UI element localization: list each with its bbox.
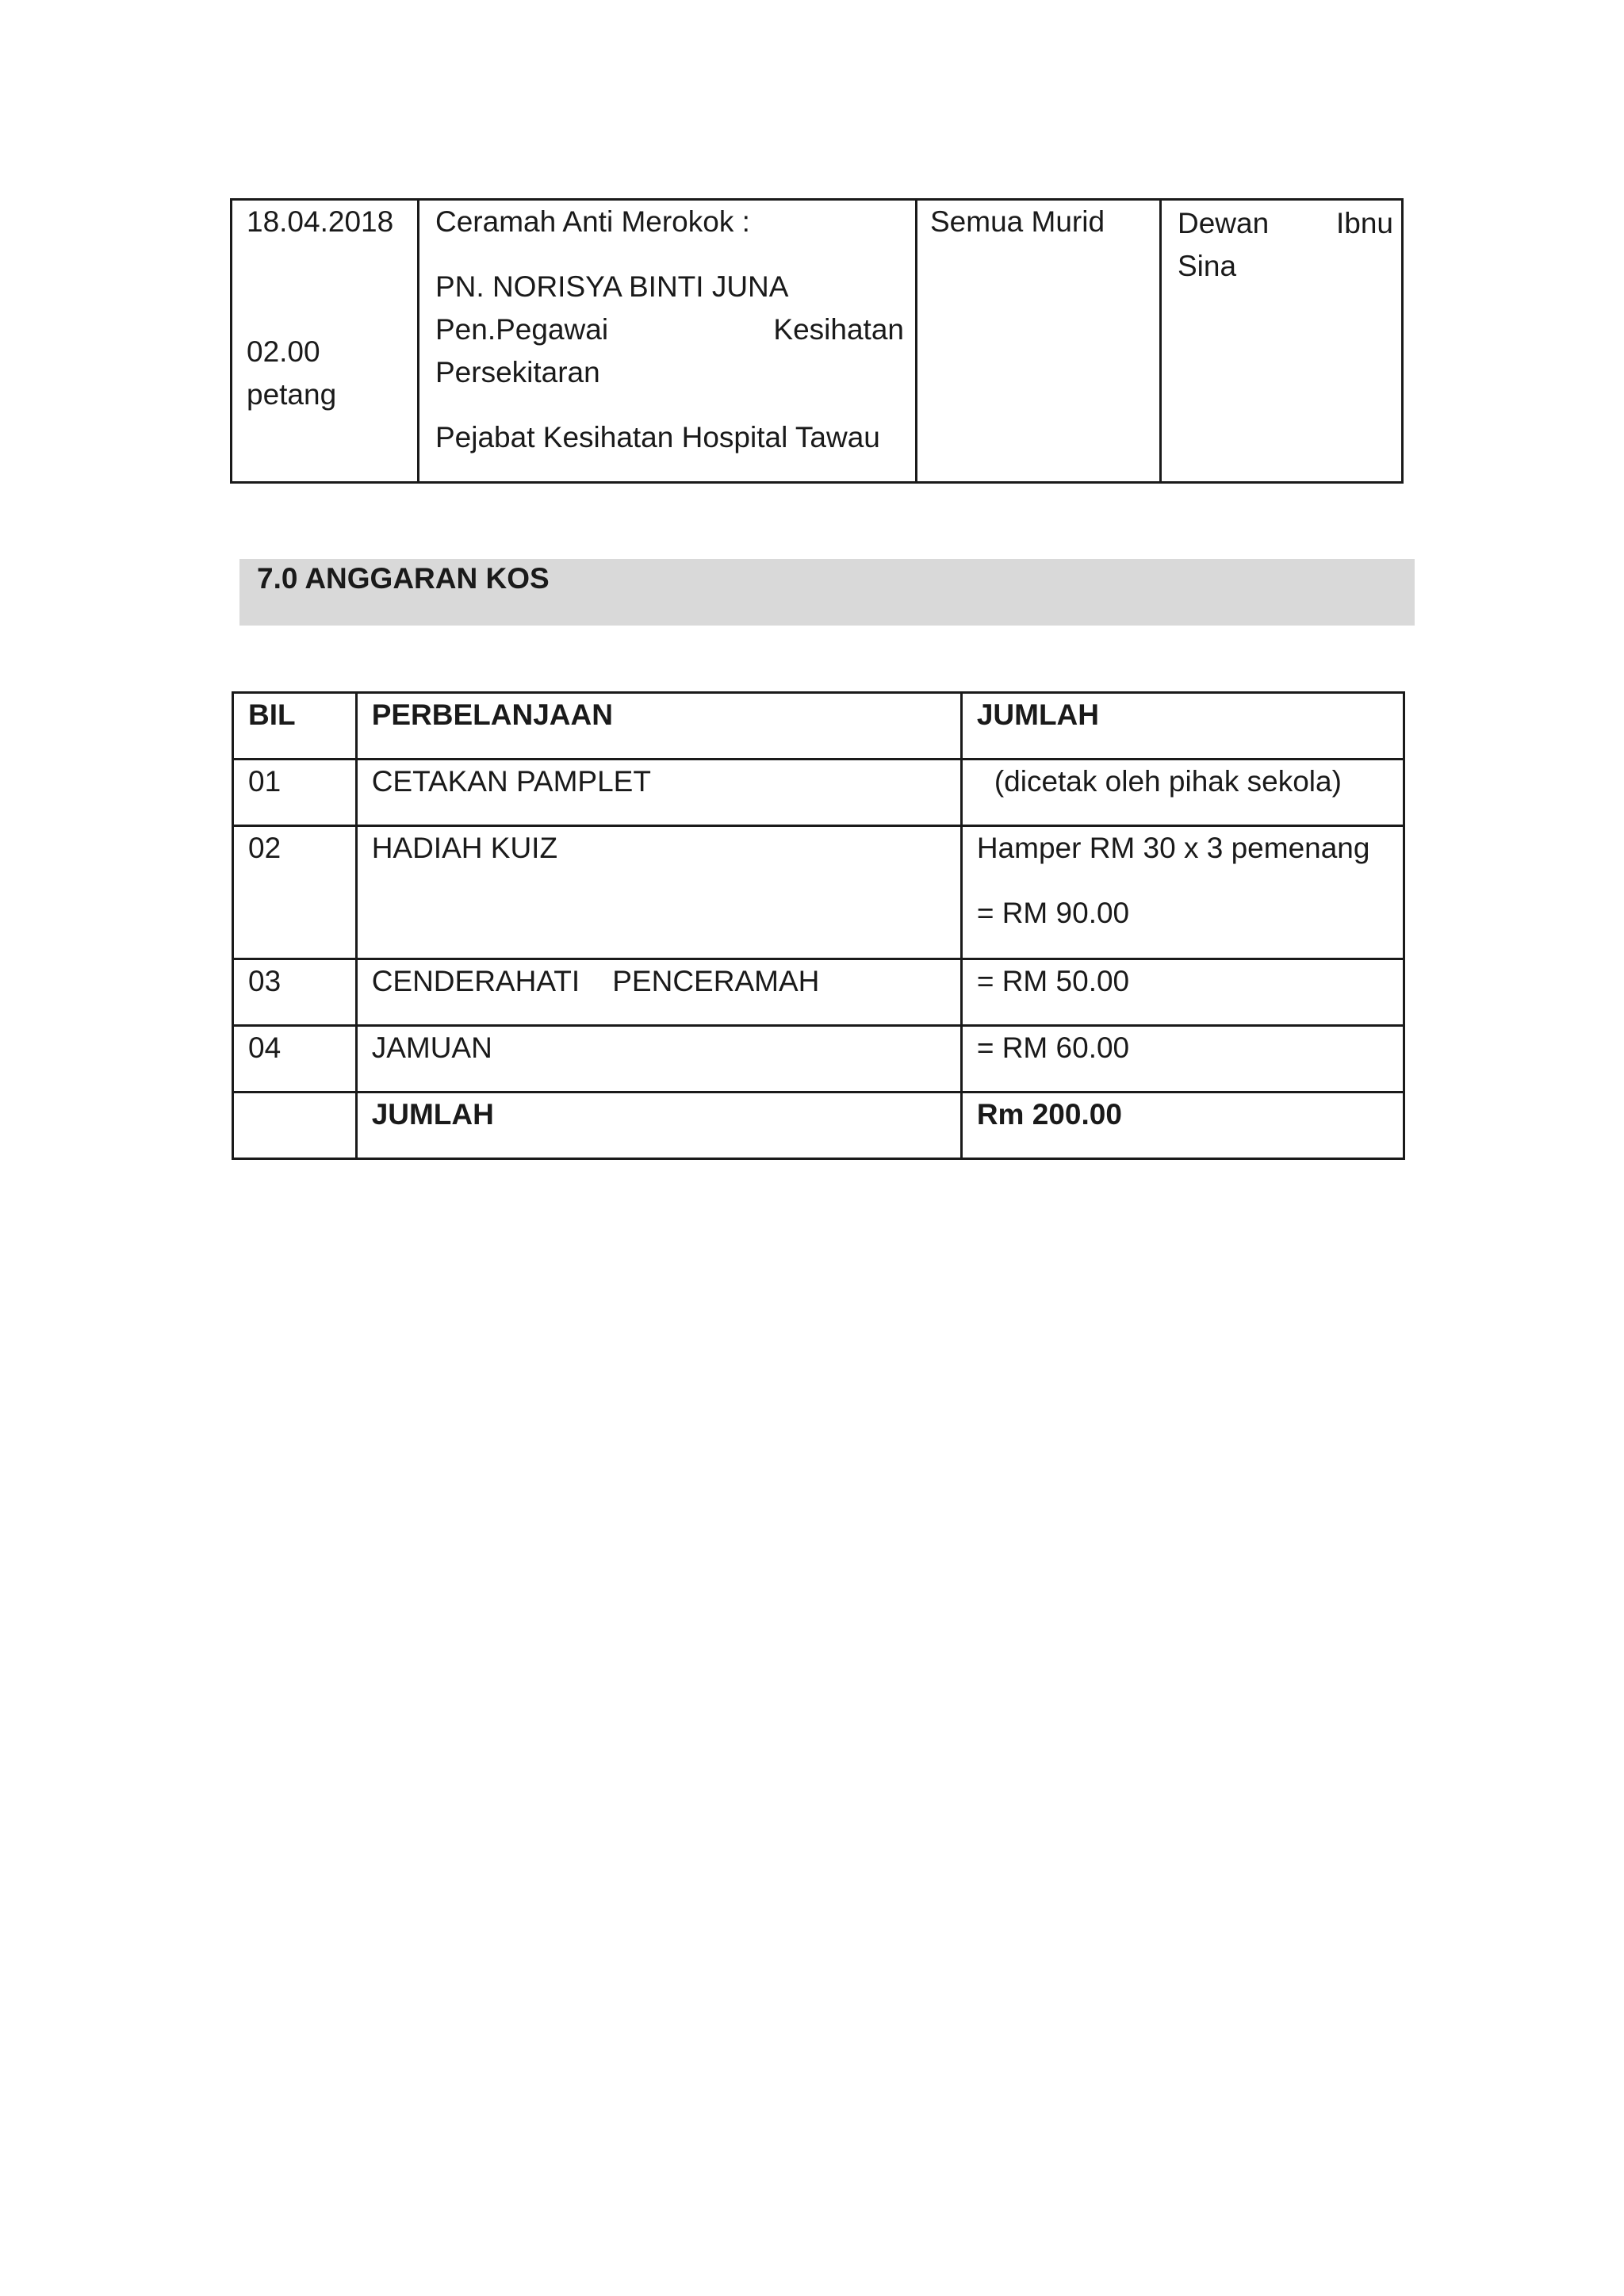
table-row <box>233 826 1404 959</box>
section-header <box>239 559 1415 626</box>
activity-venue-cell <box>1162 201 1406 481</box>
cost-table <box>232 691 1405 1160</box>
activity-role-left: Pen.Pegawai <box>435 313 609 346</box>
cost-table-header-row <box>233 693 1404 760</box>
row-amount: Hamper RM 30 x 3 pemenang <box>976 832 1370 864</box>
total-bil-empty <box>233 1093 357 1159</box>
activity-date: 18.04.2018 <box>247 205 394 238</box>
row-item: CENDERAHATI PENCERAMAH <box>356 959 961 1026</box>
activity-date-cell <box>232 201 419 481</box>
activity-office: Pejabat Kesihatan Hospital Tawau <box>435 421 880 453</box>
row-amount-total: = RM 90.00 <box>976 897 1130 929</box>
row-bil: 02 <box>233 826 357 959</box>
row-amount: = RM 50.00 <box>961 959 1404 1026</box>
activity-venue-line2: Sina <box>1178 250 1237 282</box>
activity-audience: Semua Murid <box>930 205 1105 238</box>
activity-role-right: Kesihatan <box>773 313 904 346</box>
header-perbelanjaan: PERBELANJAAN <box>356 693 961 760</box>
activity-table <box>230 198 1404 484</box>
row-item: CETAKAN PAMPLET <box>356 760 961 826</box>
total-label: JUMLAH <box>356 1093 961 1159</box>
table-row <box>233 760 1404 826</box>
activity-description-cell <box>419 201 917 481</box>
activity-speaker: PN. NORISYA BINTI JUNA <box>435 270 789 303</box>
row-bil: 01 <box>233 760 357 826</box>
table-row <box>233 959 1404 1026</box>
activity-role-line2: Persekitaran <box>435 356 600 388</box>
row-amount-cell <box>961 826 1404 959</box>
row-amount: = RM 60.00 <box>961 1026 1404 1093</box>
activity-title: Ceramah Anti Merokok : <box>435 205 750 238</box>
row-bil: 04 <box>233 1026 357 1093</box>
total-amount: Rm 200.00 <box>961 1093 1404 1159</box>
row-amount: (dicetak oleh pihak sekola) <box>961 760 1404 826</box>
activity-time-period: petang <box>247 378 337 411</box>
activity-venue-right: Ibnu <box>1335 207 1393 239</box>
row-item: HADIAH KUIZ <box>356 826 961 959</box>
header-jumlah: JUMLAH <box>961 693 1404 760</box>
row-item: JAMUAN <box>356 1026 961 1093</box>
total-row <box>233 1093 1404 1159</box>
activity-audience-cell <box>917 201 1162 481</box>
table-row <box>233 1026 1404 1093</box>
section-title: 7.0 ANGGARAN KOS <box>257 562 550 595</box>
row-bil: 03 <box>233 959 357 1026</box>
header-bil: BIL <box>233 693 357 760</box>
activity-venue-left: Dewan <box>1178 207 1270 239</box>
activity-time: 02.00 <box>247 335 320 368</box>
